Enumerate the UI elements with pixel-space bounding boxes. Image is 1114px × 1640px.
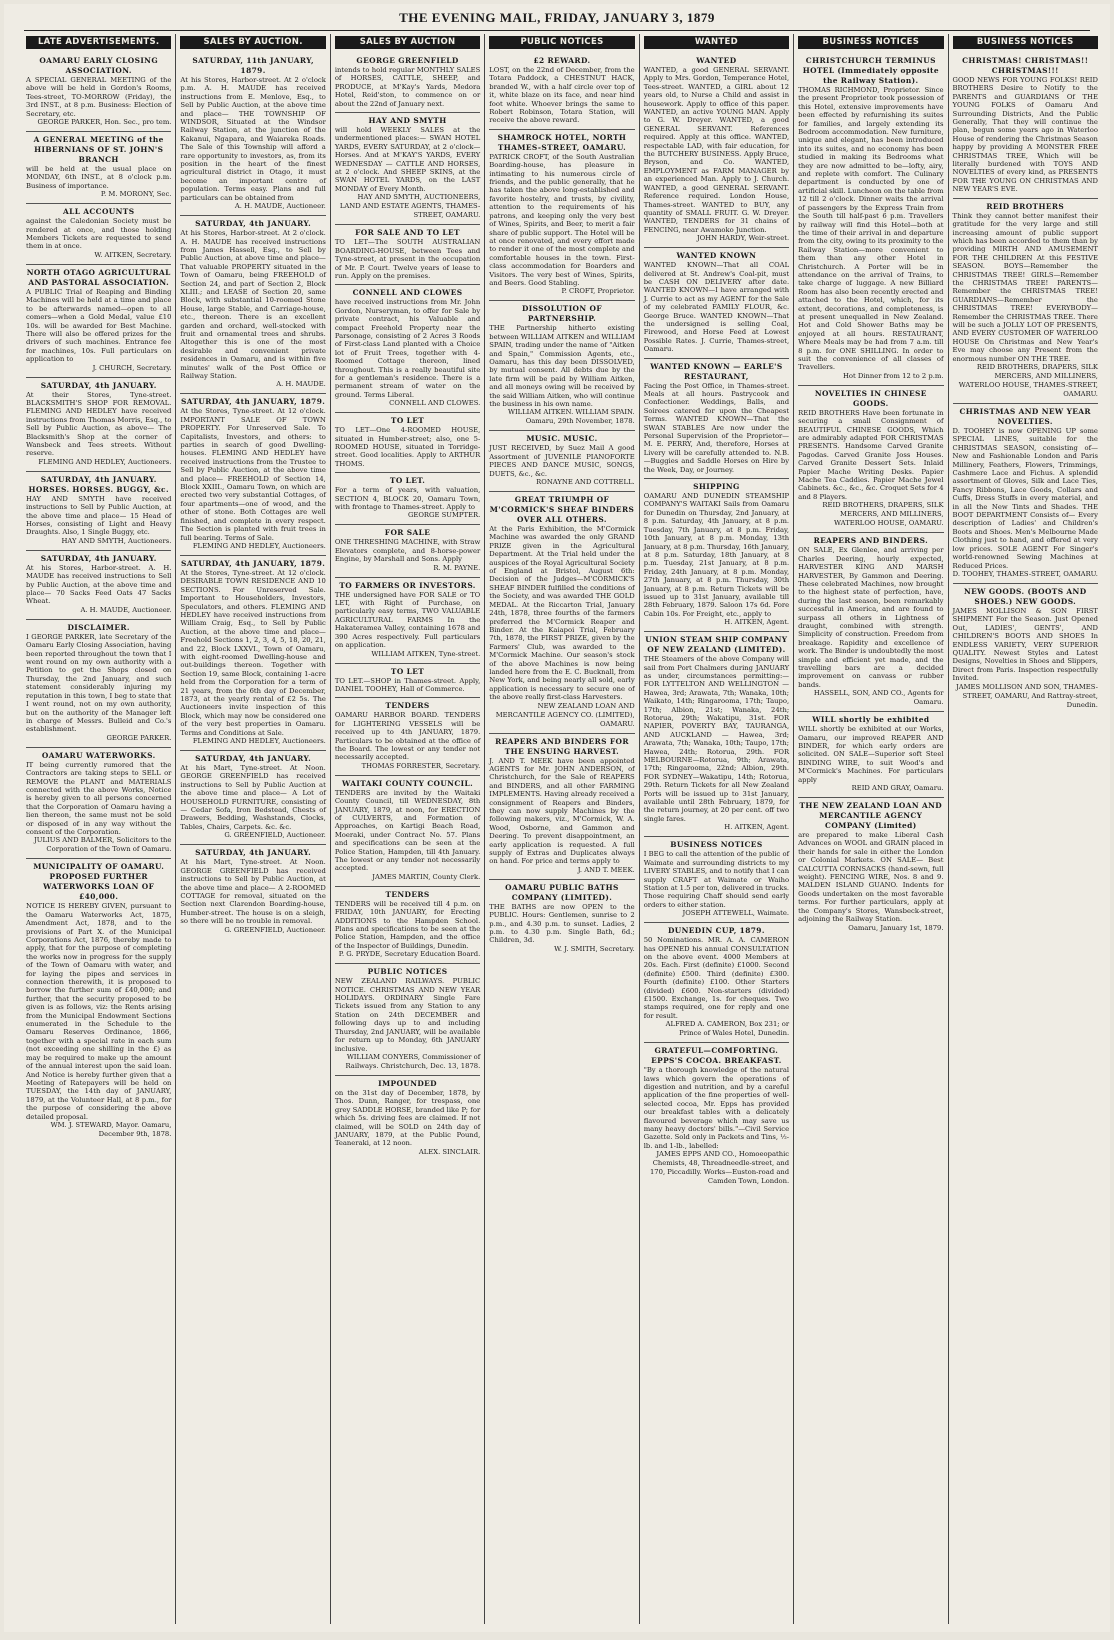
- ad-body: are prepared to make Liberal Cash Advances on WOOL and GRAIN placed in their hands for sale in either the London or Colonial Markets. ON SALE— Best CALCUTTA CORNSACKS (hand-sewn, full weight). FENCING WIRE, Nos. 8 and 9. MALDEN ISLAND GUANO. Indents for Goods undertaken on the most favorable terms. For further particulars, apply at the Company's Stores, Wansbeck-street, adjoining the Railway Station.: [798, 831, 944, 924]
- advertisement: [26, 551, 171, 620]
- ad-heading: SATURDAY, 4th JANUARY.: [40, 553, 157, 563]
- ad-heading: CHRISTMAS! CHRISTMAS!! CHRISTMAS!!!: [962, 56, 1089, 75]
- ad-signature: GEORGE SUMPTER.: [407, 511, 481, 520]
- ad-signature: JOSEPH ATTEWELL, Waimate.: [682, 909, 790, 918]
- ad-heading: TENDERS: [385, 701, 430, 711]
- advertisement: [335, 698, 480, 775]
- ad-body: For a term of years, with valuation, SECTION 4, BLOCK 20, Oamaru Town, with frontage to Thames-street. Apply to: [334, 486, 481, 512]
- ad-body: A SPECIAL GENERAL MEETING of the above will be held in Gordon's Rooms, Tees-street, TO-MORROW (Friday), the 3rd INST., at 8 p.m. Business: Election of Secretary, etc.: [26, 76, 172, 118]
- ad-body: will hold WEEKLY SALES at the undermentioned places:— SWAN HOTEL YARDS, EVERY SATURDAY, at 2 o'clock—Horses. And at M'KAY'S YARDS, EVERY WEDNESDAY — CATTLE AND HORSES, at 2 o'clock. And SHEEP SKINS, at the SWAN HOTEL YARDS, on the LAST MONDAY of Every Month.: [334, 126, 481, 193]
- ad-heading: WAITAKI COUNTY COUNCIL.: [342, 778, 474, 788]
- advertisement: [953, 584, 1098, 714]
- advertisement: [335, 1076, 480, 1161]
- ad-body: THOMAS RICHMOND, Proprietor. Since the present Proprietor took possession of this Hotel, extensive improvements have been effected by refurnishing its suites for families, and largely extending its Bedroom accommodation. New furniture, unique and elegant, has been introduced into its suites, and no economy has been studied in making its Bedrooms what they are now admitted to be—lofty, airy, and replete with comfort. The Culinary department is conducted by one of artificial skill. Luncheon on the table from 12 till 2 o'clock. Dinner waits the arrival of passengers by the Express Train from the South till half-past 6 p.m. Travellers by railway will find this Hotel—both at the time of their arrival in and departure from the city, owing to its proximity to the Railway Station—more convenient to them than any other Hotel in Christchurch. A Porter will be in attendance on the arrival of Trains, to take charge of luggage. A new Billiard Room has also been recently erected and attached to the Hotel, which, for its extent, decorations, and completeness, is at present unequalled in New Zealand. Hot and Cold Shower Baths may be enjoyed at all hours. RESTAURANT, Where Meals may be had from 7 a.m. till 8 p.m. for ONE SHILLING. In order to suit the convenience of all classes of Travellers.: [798, 86, 944, 372]
- ad-signature: FLEMING AND HEDLEY, Auctioneers.: [192, 541, 326, 550]
- advertisement: [335, 413, 480, 473]
- section-header: LATE ADVERTISEMENTS.: [26, 36, 171, 49]
- ad-heading: TO LET.: [389, 476, 426, 486]
- advertisement: [953, 53, 1098, 199]
- ad-body: THE BATHS are now OPEN to the PUBLIC. Hours: Gentlemen, sunrise to 2 p.m., and 4.30 p.m. to sunset. Ladies, 2 p.m. to 4.30 p.m. Single Bath, 6d.; Children, 3d.: [489, 902, 635, 945]
- advertisement: [644, 53, 789, 248]
- newspaper-page: [4, 4, 1110, 1632]
- ad-heading: GRATEFUL—COMFORTING. EPPS'S COCOA. BREAKFAST.: [651, 1046, 782, 1066]
- ad-heading: SATURDAY, 4th JANUARY, 1879.: [181, 558, 326, 568]
- ad-signature: W. J. SMITH, Secretary.: [554, 944, 635, 953]
- ad-body: "By a thorough knowledge of the natural laws which govern the operations of digestion and nutrition, and by a careful application of the fine properties of well-selected cocoa, Mr. Epps has provided our breakfast tables with a delicately flavoured beverage which may save us many heavy doctors' bills."—Civil Service Gazette. Sold only in Packets and Tins, ½-lb. and 1-lb., labelled:: [643, 1066, 790, 1150]
- ad-body: J. AND T. MEEK have been appointed AGENTS for Mr. JOHN ANDERSON, of Christchurch, for the Sale of REAPERS and BINDERS, and all other FARMING IMPLEMENTS. Having already received a consignment of Reapers and Binders, they can now supply Machines by the following makers, viz., M'Cormick, W. A. Wood, Osborne, and Gammon and Deering. To prevent disappointment, an early application is requested. A full supply of Extras and Duplicates always on hand. For price and terms apply to: [489, 756, 635, 866]
- ad-heading: REAPERS AND BINDERS.: [813, 536, 929, 546]
- advertisement: [180, 751, 325, 845]
- ad-heading: NOVELTIES IN CHINESE GOODS.: [814, 388, 927, 408]
- advertisement: [26, 472, 171, 551]
- advertisement: [335, 285, 480, 413]
- advertisement: [798, 53, 943, 386]
- ad-signature: GEORGE PARKER.: [106, 733, 172, 742]
- advertisement: [26, 204, 171, 265]
- advertisement: [335, 887, 480, 964]
- advertisement: [489, 53, 634, 130]
- ad-signature: HAY AND SMYTH, AUCTIONEERS, LAND AND ESTATE AGENTS, THAMES-STREET, OAMARU.: [339, 193, 481, 220]
- ad-heading: SHIPPING: [693, 482, 740, 492]
- ad-signature: H. AITKEN, Agent.: [724, 618, 790, 627]
- section-header: BUSINESS NOTICES: [953, 36, 1098, 49]
- ad-heading: FOR SALE AND TO LET: [355, 228, 460, 238]
- ad-signature: HAY AND SMYTH, Auctioneers.: [61, 536, 172, 545]
- column-4: [485, 34, 639, 1624]
- ad-signature: P. G. PRYDE, Secretary Education Board.: [338, 950, 481, 959]
- ad-signature: A. H. MAUDE, Auctioneer.: [234, 202, 326, 211]
- ad-body: THE undersigned have FOR SALE or TO LET, with Right of Purchase, on particularly easy terms, TWO VALUABLE AGRICULTURAL FARMS In the Hakateramea Valley, containing 1678 and 390 Acres respectively. Full particulars on application.: [334, 590, 481, 650]
- advertisement: [644, 837, 789, 923]
- ad-signature: RONAYNE AND COTTRELL.: [536, 478, 635, 487]
- ad-heading: MUNICIPALITY OF OAMARU. PROPOSED FURTHER WATERWORKS LOAN OF £40,000.: [33, 862, 165, 902]
- ad-body: At his Stores, Harbor-street. A. H. MAUDE has received instructions to Sell by Public Auction, at the above time and place— 70 Sacks Feed Oats 47 Sacks Wheat.: [26, 563, 172, 606]
- advertisement: [335, 53, 480, 113]
- ad-heading: CONNELL AND CLOWES: [352, 288, 463, 298]
- ad-body: against the Caledonian Society must be rendered at once, and those holding Members Tickets are requested to send them in at once.: [26, 217, 172, 251]
- ad-body: HAY AND SMYTH have received instructions to Sell by Public Auction, at the above time and place— 15 Head of Horses, consisting of Light and Heavy Draughts. Also, 1 Single Buggy, etc.: [26, 494, 172, 537]
- ad-heading: WANTED KNOWN — EARLE'S RESTAURANT,: [650, 361, 783, 381]
- advertisement: [26, 859, 171, 1143]
- advertisement: [26, 265, 171, 378]
- ad-body: I GEORGE PARKER, late Secretary of the Oamaru Early Closing Association, having been reported throughout the town that I went round on my own authority with a Petition to get the Shops closed on Thursday, the 2nd January, and such statement considerably injuring my reputation in this town, I beg to state that I went round, not on my own authority, but on the authority of the Manager left in charge of Messrs. Bulleid and Co.'s establishment.: [26, 632, 172, 734]
- advertisement: [180, 845, 325, 938]
- ad-heading: DISSOLUTION OF PARTNERSHIP.: [521, 304, 602, 324]
- ad-signature: JULIUS AND BALMER, Solicitors to the Corporation of the Town of Oamaru.: [34, 836, 172, 854]
- ad-signature: ALEX. SINCLAIR.: [418, 1147, 481, 1156]
- section-header: WANTED: [644, 36, 789, 49]
- ad-heading: UNION STEAM SHIP COMPANY OF NEW ZEALAND (LIMITED).: [645, 635, 788, 655]
- ad-body: At his Stores, Harbor-street. At 2 o'clock p.m. A. H. MAUDE has received instructions from E. Menlove, Esq., to Sell by Public Auction, at the above time and place— THE TOWNSHIP OF WINDSOR, Situated at the Windsor Railway Station, at the junction of the Kakanui, Ngapara, and Waiareka Roads. The Sale of this Township will afford a rare opportunity to investors, as, from its position in the heart of the finest agricultural district in Otago, it must become an important centre of population. Terms easy. Plans and full particulars can be obtained from: [180, 76, 326, 202]
- ad-signature: W. AITKEN, Secretary.: [94, 250, 172, 259]
- ad-heading: SATURDAY, 4th JANUARY.: [40, 380, 157, 390]
- ad-signature: R. M. PAYNE.: [433, 563, 481, 572]
- ad-signature: ALFRED A. CAMERON, Box 231; or Prince of Wales Hotel, Dunedin.: [665, 1020, 790, 1038]
- section-header: PUBLIC NOTICES: [489, 36, 634, 49]
- advertisement: [798, 712, 943, 798]
- advertisement: [644, 479, 789, 632]
- ad-heading: WANTED: [696, 56, 737, 65]
- advertisement: [26, 378, 171, 472]
- ad-signature: P. CROFT, Proprietor.: [561, 287, 635, 296]
- ad-signature: JOHN HARDY, Weir-street.: [696, 234, 790, 243]
- ad-body: TENDERS are invited by the Waitaki County Council, till WEDNESDAY, 8th JANUARY, 1879, at noon, for ERECTION of CULVERTS, and Formation of Approaches, on Kartigi Beach Road, Moeraki, under Contract No. 57. Plans and specifications can be seen at the Police Station, Hampden, till 4th January. The lowest or any tender not necessarily accepted.: [334, 788, 481, 873]
- advertisement: [26, 748, 171, 860]
- ad-heading: REAPERS AND BINDERS FOR THE ENSUING HARVEST.: [495, 736, 629, 756]
- ad-signature: HASSELL, SON, AND CO., Agents for Oamaru.: [813, 689, 944, 707]
- ad-heading: CHRISTMAS AND NEW YEAR NOVELTIES.: [959, 407, 1091, 426]
- ad-signature: REID AND GRAY, Oamaru.: [851, 784, 944, 793]
- ad-heading: A GENERAL MEETING of the HIBERNIANS OF ST. JOHN'S BRANCH: [33, 135, 164, 165]
- ad-heading: MUSIC. MUSIC.: [526, 434, 598, 444]
- ad-heading: OAMARU PUBLIC BATHS COMPANY (LIMITED).: [505, 882, 619, 902]
- ad-signature: JAMES EPPS AND CO., Homoeopathic Chemists, 48, Threadneedle-street, and 170, Piccadilly. Works—Euston-road and Camden Town, London.: [649, 1150, 790, 1186]
- advertisement: [335, 964, 480, 1076]
- ad-heading: DUNEDIN CUP, 1879.: [667, 926, 765, 936]
- advertisement: [335, 525, 480, 577]
- ad-body: 50 Nominations. MR. A. A. CAMERON has OPENED his annual CONSULTATION on the above event. 4000 Members at 20s. Each. First (definite) £1000. Second (definite) £500. Third (definite) £300. Fourth (definite) £100. Other Starters (divided) £600. Non-starters (divided) £1500. Exchange, 1s. for cheques. Two stamps required, one for reply and one for result.: [643, 936, 790, 1020]
- ad-signature: REID BROTHERS, DRAPERS, SILK MERCERS, AND MILLINERS, WATERLOO HOUSE, OAMARU.: [822, 501, 944, 528]
- ad-body: At the Stores, Tyne-street. At 12 o'clock. IMPORTANT SALE OF TOWN PROPERTY. For Unreserved Sale. To Capitalists, Investors, and others: to parties in search of good Dwelling-houses. FLEMING AND HEDLEY have received instructions from the Trustee to Sell by Public Auction, at the above time and place— FREEHOLD of Section 14, Block XXIII., Oamaru Town, on which are erected two very substantial Cottages, of four apartments—one of wood, and the other of stone. Both Cottages are well finished, and complete in every respect. The Section is planted with fruit trees in full bearing. Terms of Sale.: [180, 407, 326, 542]
- ad-body: LOST, on the 22nd of December, from the Totara Paddock, a CHESTNUT HACK, branded W., with a half circle over top of it, white blaze on its face, and near hind foot white. Whoever brings the same to Robert Robinson, Totara Station, will receive the above reward.: [489, 66, 635, 125]
- ad-body: intends to hold regular MONTHLY SALES of HORSES, CATTLE, SHEEP, and PRODUCE, at M'Kay's Yards, Medora Hotel, Reid'ston, to commence on or about the 22nd of January next.: [334, 66, 481, 108]
- advertisement: [335, 578, 480, 664]
- ad-signature: FLEMING AND HEDLEY, Auctioneers.: [38, 457, 172, 466]
- advertisement: [798, 386, 943, 533]
- ad-signature: P. M. MORONY, Sec.: [100, 190, 172, 199]
- advertisement: [180, 53, 325, 216]
- ad-body: I BEG to call the attention of the public of Waimate and surrounding districts to my LIVERY STABLES, and to notify that I can supply CRAFT at Waimate or Waiho Station at 1.5 per ton, delivered in trucks. Those requiring Chaff should send early orders to either station.: [643, 850, 790, 909]
- ad-body: have received instructions from Mr. John Gordon, Nurseryman, to offer for Sale by private contract, his Valuable and compact Freehold Property near the Parsonage, consisting of 2 Acres 3 Roods of First-class Land planted with a Choice lot of Fruit Trees, together with 4-Roomed Cottage thereon, lined throughout. This is a really beautiful site for a gentleman's residence. There is a permanent stream of water on the ground. Terms Liberal.: [334, 298, 481, 399]
- section-header: SALES BY AUCTION: [335, 36, 480, 49]
- masthead: THE EVENING MAIL, FRIDAY, JANUARY 3, 1879: [24, 8, 1090, 31]
- ad-body: A PUBLIC Trial of Reaping and Binding Machines will be held at a time and place to be afterwards named—open to all comers—when a Gold Medal, value £10 10s. will be awarded for Best Machine. There will also be offered prizes for the drivers of such machines. Entrance fee for machines, 10s. Full particulars on application to: [26, 287, 172, 364]
- ad-signature: CONNELL AND CLOWES.: [389, 399, 481, 408]
- ad-heading: SATURDAY, 4th JANUARY.: [195, 848, 312, 858]
- advertisement: [798, 533, 943, 712]
- ad-signature: REID BROTHERS, DRAPERS, SILK MERCERS, AND MILLINERS, WATERLOO HOUSE, THAMES-STREET, OAMARU.: [958, 363, 1098, 398]
- advertisement: [26, 53, 171, 132]
- advertisement: [798, 798, 943, 936]
- ad-signature: FLEMING AND HEDLEY, Auctioneers.: [192, 737, 326, 746]
- advertisement: [180, 394, 325, 556]
- section-header: SALES BY AUCTION.: [180, 36, 325, 49]
- column-1: [22, 34, 176, 1624]
- ad-heading: IMPOUNDED: [378, 1078, 437, 1088]
- advertisement: [489, 431, 634, 492]
- ad-heading: SATURDAY, 4th JANUARY, 1879.: [181, 397, 326, 407]
- ad-heading: ALL ACCOUNTS: [62, 207, 135, 217]
- ad-body: ONE THRESHING MACHINE, with Straw Elevators complete, and 8-horse-power Engine, by Marshall and Sons. Apply: [334, 538, 481, 564]
- column-3: [331, 34, 485, 1624]
- advertisement: [335, 776, 480, 887]
- ad-heading: FOR SALE: [384, 528, 431, 538]
- column-5: [640, 34, 794, 1624]
- ad-signature: THOMAS FORRESTER, Secretary.: [361, 761, 481, 770]
- advertisement: [26, 132, 171, 204]
- ad-body: TO LET—The SOUTH AUSTRALIAN BOARDING-HOUSE, between Tees and Tyne-street, at present in the occupation of Mr. P. Court. Twelve years of lease to run. Apply on the premises.: [334, 238, 481, 280]
- ad-body: JUST RECEIVED, by Suez Mail A good Assortment of JUVENILE PIANOFORTE PIECES AND DANCE MUSIC, SONGS, DUETS, &c., &c.: [489, 444, 635, 478]
- ad-signature: G. GREENFIELD, Auctioneer.: [224, 831, 326, 840]
- ad-body: ON SALE, Ex Glenlee, and arriving per Charles Deering, hourly expected, HARVESTER KING AND MARSH HARVESTER, By Gammon and Deering. These celebrated Machines, now brought to the highest state of perfection, have, during the last season, been remarkably successful in America, and are found to surpass all others in Lightness of draught, combined with strength. Simplicity of construction. Freedom from breakage. Rapidity and excellence of work. The Binder is undoubtedly the most simple and efficient yet made, and the travelling bars are a decided improvement on canvass or rubber bands.: [798, 546, 944, 689]
- ad-heading: REID BROTHERS: [986, 201, 1065, 211]
- ad-heading: TENDERS: [385, 889, 430, 899]
- advertisement: [335, 473, 480, 525]
- ad-heading: SHAMROCK HOTEL, NORTH THAMES-STREET, OAMARU.: [497, 132, 627, 152]
- ad-body: At his Mart, Tyne-street. At Noon. GEORGE GREENFIELD has received instructions to Sell by Public Auction, at the above time and place— A 2-ROOMED COTTAGE for removal, situated on the Section next Clarendon Boarding-house, Humber-street. The house is on a sleigh, so there will be no trouble in removal.: [180, 858, 326, 926]
- advertisement: [644, 248, 789, 358]
- ad-body: Think they cannot better manifest their gratitude for the very large and still increasing amount of public support which has been accorded to them than by providing MIRTH AND AMUSEMENT FOR THE CHILDREN At this FESTIVE SEASON. BOYS—Remember the CHRISTMAS TREE! GIRLS—Remember the CHRISTMAS TREE! PARENTS—Remember the CHRISTMAS TREE! GUARDIANS—Remember the CHRISTMAS TREE! EVERYBODY—Remember the CHRISTMAS TREE. There will be such a JOLLY LOT OF PRESENTS, AND EVERY CUSTOMER OF WATERLOO HOUSE On Christmas and New Year's Eve may choose any Present from the enormous number ON THE TREE.: [952, 211, 1098, 363]
- advertisement: [180, 216, 325, 394]
- ad-body: GOOD NEWS FOR YOUNG FOLKS! REID BROTHERS Desire to Notify to the PARENTS and GUARDIANS Of THE YOUNG FOLKS of Oamaru And Surrounding Districts, And the Public Generally, That they will continue the plan, begun some years ago in Waterloo House of rendering the Christmas Season happy by providing A MONSTER FREE CHRISTMAS TREE, Which will be literally burdened with TOYS AND NOVELTIES of every kind, as PRESENTS FOR THE YOUNG ON CHRISTMAS AND NEW YEAR'S EVE.: [952, 76, 1098, 194]
- ad-body: At the Stores, Tyne-street. At 12 o'clock. DESIRABLE TOWN RESIDENCE AND 10 SECTIONS. For Unreserved Sale. Important to Householders, Investors, Speculators, and others. FLEMING AND HEDLEY have received instructions from William Craig, Esq., to Sell by Public Auction, at the above time and place— Freehold Sections 1, 2, 3, 4, 5, 18, 20, 21, and 22, Block LXXVI., Town of Oamaru, with eight-roomed Dwelling-house and out-buildings thereon. Together with Section 19, same Block, containing 1-acre held from the Corporation for a term of 21 years, from the 6th day of December, 1873, at the yearly rental of £2 5s. The Auctioneers invite inspection of this Block, which may now be considered one of the very best properties in Oamaru. Terms and Conditions at Sale.: [180, 568, 326, 737]
- ad-heading: WANTED KNOWN: [676, 251, 757, 261]
- ad-heading: PUBLIC NOTICES: [367, 967, 448, 977]
- advertisement: [644, 632, 789, 837]
- ad-body: NEW ZEALAND RAILWAYS. PUBLIC NOTICE. CHRISTMAS AND NEW YEAR HOLIDAYS. ORDINARY Single Fare Tickets issued from any Station to any Station on 24th DECEMBER and following days up to and including Thursday, 2nd JANUARY, will be available for return up to Monday, 6th JANUARY inclusive.: [334, 977, 481, 1053]
- ad-signature: WILLIAM AITKEN. WILLIAM SPAIN. Oamaru, 29th November, 1878.: [507, 408, 635, 426]
- ad-signature: J. AND T. MEEK.: [577, 865, 635, 874]
- ad-heading: TO LET: [390, 666, 425, 676]
- advertisement: [489, 492, 634, 734]
- ad-signature: NEW ZEALAND LOAN AND MERCANTILE AGENCY CO. (LIMITED), OAMARU.: [495, 701, 635, 728]
- ad-body: D. TOOHEY is now OPENING UP some SPECIAL LINES, suitable for the CHRISTMAS SEASON, consisting of— New and Fashionable London and Paris Millinery, Feathers, Flowers, Trimmings, Cashmere Lace and Fichus. A splendid assortment of Gloves, Silk and Lace Ties, Fancy Ribbons, Lace Goods, Collars and Cuffs, Dress Stuffs in every material, and in all the New Tints and Shades. THE BOOT DEPARTMENT Consists of— Every description of Ladies' and Children's Boots and Shoes. Men's Melbourne Made Clothing just to hand, and offered at very low prices. SOLE AGENT For Singer's world-renowned Sewing Machines at Reduced Prices.: [952, 427, 1098, 570]
- ad-signature: WM. J. STEWARD, Mayor. Oamaru, December 9th, 1878.: [50, 1120, 172, 1138]
- advertisement: [489, 301, 634, 431]
- ad-signature: WILLIAM CONYERS, Commissioner of Railways. Christchurch, Dec. 13, 1878.: [345, 1052, 481, 1070]
- ad-body: will be held at the usual place on MONDAY, 6th INST., at 8 o'clock p.m. Business of importance.: [26, 165, 172, 190]
- ad-body: At his Mart, Tyne-street. At Noon. GEORGE GREENFIELD has received instructions to Sell by Public Auction at the above time and place— A Lot of HOUSEHOLD FURNITURE, consisting of— Cedar Sofa, Iron Bedstead, Chests of Drawers, Bedding, Washstands, Clocks, Tables, Chairs, Carpets. &c. &c.: [180, 764, 326, 831]
- ad-heading: OAMARU EARLY CLOSING ASSOCIATION.: [39, 56, 159, 75]
- ad-heading: THE NEW ZEALAND LOAN AND MERCANTILE AGENCY COMPANY (Limited): [799, 801, 943, 831]
- ad-signature: JAMES MARTIN, County Clerk.: [372, 872, 481, 881]
- ad-heading: SATURDAY, 11th JANUARY, 1879.: [192, 56, 314, 75]
- ad-body: OAMARU AND DUNEDIN STEAMSHIP COMPANY'S WAITAKI Sails from Oamaru for Dunedin on Thursday, 2nd January, at 8 p.m. Saturday, 4th January, at 8 p.m. Tuesday, 7th January, at 8 p.m. Friday, 10th January, at 8 p.m. Monday, 13th January, at 8 p.m. Thursday, 16th January, at 8 p.m. Saturday, 18th January, at 8 p.m. Tuesday, 21st January, at 8 p.m. Friday, 24th January, at 8 p.m. Monday, 27th January, at 8 p.m. Thursday, 30th January, at 8 p.m. Return Tickets will be issued up to 31st January, available till 28th February, 1879. Saloon 17s 6d. Fore Cabin 10s. For Freight, etc., apply to: [643, 492, 790, 618]
- advertisement: [644, 1043, 789, 1190]
- ad-body: REID BROTHERS Have been fortunate in securing a small Consignment of BEAUTIFUL CHINESE GOODS, Which are admirably adapted FOR CHRISTMAS PRESENTS. Handsome Carved Granite Pagodas. Carved Granite Joss Houses. Carved Granite Dessert Sets. Inlaid Papier Mache Writing Desks. Papier Mache Tea Caddies. Papier Mache Jewel Cabinets. &c., &c., &c. Croquet Sets for 4 and 8 Players.: [798, 408, 944, 501]
- ad-body: WILL shortly be exhibited at our Works, Oamaru, our improved REAPER AND BINDER, for which early orders are solicited. ON SALE—Superior soft Steel BINDING WIRE, to suit Wood's and M'Cormick's Machines. For particulars apply: [798, 725, 944, 784]
- ad-heading: £2 REWARD.: [533, 56, 591, 65]
- ad-body: At their Stores, Tyne-street. BLACKSMITH'S SHOP FOR REMOVAL. FLEMING AND HEDLEY have received instructions from Thomas Morris, Esq., to Sell by Public Auction, as above— The Blacksmith's Shop at the corner of Wansbeck and Tees streets. Without reserve.: [26, 390, 172, 458]
- advertisement: [489, 130, 634, 302]
- ad-body: OAMARU HARBOR BOARD. TENDERS for LIGHTERING VESSELS will be received up to 4th JANUARY, 1879. Particulars to be obtained at the office of the Board. The lowest or any tender not necessarily accepted.: [334, 711, 481, 762]
- ad-heading: SATURDAY, 4th JANUARY.: [195, 219, 312, 229]
- ad-heading: GREAT TRIUMPH OF M'CORMICK'S SHEAF BINDERS OVER ALL OTHERS.: [489, 495, 635, 525]
- ad-heading: BUSINESS NOTICES: [670, 840, 763, 850]
- ad-heading: DISCLAIMER.: [67, 622, 130, 632]
- advertisement: [644, 923, 789, 1043]
- ad-body: TO LET.—SHOP in Thames-street. Apply, DANIEL TOOHEY, Hall of Commerce.: [334, 676, 481, 693]
- ad-signature: G. GREENFIELD, Auctioneer.: [224, 925, 326, 934]
- ad-body: At the Paris Exhibition, the M'Cormick Machine was awarded the only GRAND PRIZE given in the Agricultural Department. At the Trial held under the auspices of the Royal Agricultural Society of England at Bristol, August 6th: Decision of the Judges—M'CORMICK'S SHEAF BINDER fulfilled the conditions of the Society, and was awarded THE GOLD MEDAL. At the Riccarton Trial, January 24th, 1878, three fourths of the farmers preferred the M'Cormick Reaper and Binder. At the Kaiapoi Trial, February 7th, 1878, the FIRST PRIZE, given by the Farmers' Club, was awarded to the M'Cormick Machine. Our season's stock of the above Machines is now being landed here from the E. C. Bucknall, from New York, and being nearly all sold, early application is necessary to secure one of the above really first-class Harvesters.: [489, 525, 635, 702]
- ad-signature: H. AITKEN, Agent.: [724, 823, 790, 832]
- advertisement: [644, 359, 789, 479]
- ad-body: WANTED, a good GENERAL SERVANT. Apply to Mrs. Gordon, Temperance Hotel, Tees-street. WANTED, a GIRL about 12 years old, to Nurse a Child and assist in housework. Apply to office of this paper. WANTED, an active YOUNG MAN. Apply to G. W. Dreyer. WANTED, a good GENERAL SERVANT. References required. Apply at this office. WANTED, respectable LAD, with fair education, for the BUTCHERY BUSINESS. Apply Bruce, Bryson, and Co. WANTED, EMPLOYMENT as FARM MANAGER by an experienced Man. Apply to J. Church. WANTED, a good GENERAL SERVANT. Reference required. London House, Thames-street. WANTED to BUY, any quantity of SMALL FRUIT. G. W. Dreyer. WANTED, TENDERS for 31 chains of FENCING, near Awamoko Junction.: [643, 66, 790, 234]
- ad-body: NOTICE IS HEREBY GIVEN, pursuant to the Oamaru Waterworks Act, 1875, Amendment Act, 1878, and to the provisions of Part X. of the Municipal Corporations Act, 1876, thereby made to apply, that for the purpose of completing the works now in progress for the supply of the Town of Oamaru with water, and for laying the pipes and services in connection therewith, it is proposed to borrow the further sum of £40,000; and further, that the security proposed to be given is as follows, viz: the Rents arising from the Municipal Endowment Sections enumerated in the Schedule to the Oamaru Reserves Ordinance, 1866, together with a special rate in each sum (not exceeding one shilling in the £) as may be required to make up the amount of the annual interest upon the said loan. And Notice is hereby further given that a Meeting of Ratepayers will be held on TUESDAY, the 14th day of JANUARY, 1879, at the Volunteer Hall, at 8 p.m., for the purpose of considering the above detailed proposal.: [26, 902, 172, 1121]
- ad-body: TENDERS will be received till 4 p.m. on FRIDAY, 10th JANUARY, for Erecting ADDITIONS to the Hampden School. Plans and specifications to be seen at the Police Station, Hampden, and the office of the Inspector of Buildings, Dunedin.: [334, 899, 481, 950]
- ad-heading: NORTH OTAGO AGRICULTURAL AND PASTORAL ASSOCIATION.: [26, 267, 171, 287]
- advertisement: [335, 664, 480, 699]
- ad-heading: HAY AND SMYTH: [368, 116, 447, 126]
- ad-signature: Hot Dinner from 12 to 2 p.m.: [842, 371, 944, 380]
- ad-signature: D. TOOHEY, THAMES-STREET, OAMARU.: [952, 569, 1098, 578]
- ad-signature: A. H. MAUDE.: [276, 380, 326, 389]
- ad-body: TO LET—One 4-ROOMED HOUSE, situated in Humber-street; also, one 5-ROOMED HOUSE, situated in Torridge-street. Good localities. Apply to ARTHUR THOMS.: [334, 426, 481, 468]
- ad-heading: GEORGE GREENFIELD: [356, 56, 459, 65]
- ad-body: JAMES MOLLISON & SON FIRST SHIPMENT For the Season. Just Opened Out, LADIES', GENTS', AND CHILDREN'S BOOTS AND SHOES In ENDLESS VARIETY, VERY SUPERIOR QUALITY. Newest Styles and Latest Designs, Novelties in Shoes and Slippers, Direct from Paris. Inspection respectfully Invited.: [952, 606, 1098, 683]
- advertisement: [335, 113, 480, 225]
- ad-heading: TO LET: [390, 416, 425, 426]
- ad-signature: A. H. MAUDE, Auctioneer.: [80, 605, 172, 614]
- section-header: BUSINESS NOTICES: [798, 36, 943, 49]
- ad-body: At his Stores, Harbor-street. At 2 o'clock. A. H. MAUDE has received instructions from James Hassell, Esq., to Sell by Public Auction, at above time and place— That valuable PROPERTY situated in the Town of Oamaru, being FREEHOLD of Section 24, and part of Section 2, Block XLIII.; and LEASE of Section 20, same Block, with substantial 10-roomed Stone House, large Stable, and Carriage-house, etc., thereon. There is an excellent garden and orchard, well-stocked with fruit and ornamental trees and shrubs. Altogether this is one of the most desirable and convenient private residences in Oamaru, and is within five minutes' walk of the Post Office or Railway Station.: [180, 229, 326, 380]
- ad-signature: JAMES MOLLISON AND SON, THAMES-STREET, OAMARU, And Rattray-street, Dunedin.: [955, 682, 1098, 709]
- columns-container: [22, 34, 1102, 1624]
- ad-heading: TO FARMERS OR INVESTORS.: [339, 580, 476, 590]
- advertisement: [335, 225, 480, 285]
- ad-heading: NEW GOODS. (BOOTS AND SHOES.) NEW GOODS.: [963, 586, 1087, 606]
- ad-heading: OAMARU WATERWORKS.: [41, 750, 156, 760]
- ad-body: IT being currently rumored that the Contractors are taking steps to SELL or REMOVE the PLANT and MATERIALS connected with the above Works, Notice is hereby given to all persons concerned that the Corporation of Oamaru having a lien thereon, the same must not be sold or disposed of in any way without the consent of the Corporation.: [26, 760, 172, 836]
- ad-body: on the 31st day of December, 1878, by Thos. Dunn, Ranger, for trespass, one grey SADDLE HORSE, branded like P; for which 5s. driving fees are claimed. If not claimed, will be SOLD on 24th day of JANUARY, 1879, at the Public Pound, Teaneraki, at 12 noon.: [334, 1088, 481, 1148]
- ad-body: THE Steamers of the above Company will sail from Port Chalmers during JANUARY as under, circumstances permitting:— FOR LYTTELTON AND WELLINGTON —Hawea, 3rd; Arawata, 7th; Wanaka, 10th; Waikato, 14th; Ringarooma, 17th; Taupo, 17th; Albion, 21st; Wanaka, 24th; Rotorua, 29th; Wakatipu, 31st. FOR NAPIER, POVERTY BAY, TAURANGA, AND AUCKLAND — Hawea, 3rd; Arawata, 7th; Wanaka, 10th; Taupo, 17th; Hawea, 24th; Rotorua, 29th. FOR MELBOURNE—Rotorua, 9th; Arawata, 17th; Ringarooma, 22nd; Albion, 29th. FOR SYDNEY—Wakatipu, 14th; Rotorua, 29th. Return Tickets for all New Zealand Ports will be issued up to 31st January, available until 28th February, 1879, for the return journey, at 20 per cent. off two single fares.: [643, 655, 790, 823]
- advertisement: [180, 556, 325, 751]
- column-7: [949, 34, 1102, 1624]
- column-6: [794, 34, 948, 1624]
- ad-signature: GEORGE PARKER, Hon. Sec., pro tem.: [37, 118, 172, 127]
- advertisement: [26, 620, 171, 748]
- ad-body: PATRICK CROFT, of the South Australian Boarding-house, has pleasure in intimating to his numerous circle of friends, and the public generally, that he has taken the above long-established and favorite hostelry, and trusts, by civility, attention to the requirements of his patrons, and keeping only the very best of Wines, Spirits, and Beer, to merit a fair share of public support. The Hotel will be at once renovated, and every effort made to render it one of the most complete and comfortable houses in the town. First-class accommodation for Boarders and Visitors. The very best of Wines, Spirits, and Beers. Good Stabling.: [489, 152, 635, 287]
- ad-signature: WILLIAM AITKEN, Tyne-street.: [371, 649, 481, 658]
- column-2: [176, 34, 330, 1624]
- advertisement: [489, 880, 634, 958]
- ad-signature: J. CHURCH, Secretary.: [92, 363, 172, 372]
- advertisement: [489, 734, 634, 880]
- advertisement: [953, 404, 1098, 584]
- advertisement: [953, 199, 1098, 404]
- ad-body: THE Partnership hitherto existing between WILLIAM AITKEN and WILLIAM SPAIN, trading under the name of "Aitken and Spain," Commission Agents, etc., Oamaru, has this day been DISSOLVED, by mutual consent. All debts due by the late firm will be paid by William Aitken, and all moneys owing will be received by the said William Aitken, who will continue the business in his own name.: [489, 324, 635, 408]
- ad-heading: SATURDAY, 4th JANUARY.: [195, 754, 312, 764]
- ad-body: WANTED KNOWN—That all COAL delivered at St. Andrew's Coal-pit, must be CASH ON DELIVERY after date. WANTED KNOWN—I have arranged with J. Currie to act as my AGENT for the Sale of my celebrated FAMILY FLOUR, &c. George Bruce. WANTED KNOWN—That the undersigned is selling Coal, Firewood, and Horse Feed at Lowest Possible Rates. J. Currie, Thames-street, Oamaru.: [643, 261, 790, 354]
- ad-heading: SATURDAY, 4th JANUARY. HORSES. HORSES. BUGGY, &c.: [28, 474, 169, 494]
- ad-heading: WILL shortly be exhibited: [812, 715, 930, 725]
- ad-body: Facing the Post Office, in Thames-street. Meals at all hours. Pastrycook and Confectioner. Weddings, Balls, and Soirees catered for upon the Cheapest Terms. WANTED KNOWN—That the SWAN STABLES Are now under the Personal Supervision of the Proprietor— M. E. PERRY, And, therefore, Horses at Livery will be carefully attended to. N.B.—Buggies and Saddle Horses on Hire by the Week, Day, or Journey.: [643, 381, 790, 474]
- ad-heading: CHRISTCHURCH TERMINUS HOTEL (Immediately opposite the Railway Station).: [802, 56, 939, 85]
- ad-signature: Oamaru, January 1st, 1879.: [848, 923, 944, 932]
